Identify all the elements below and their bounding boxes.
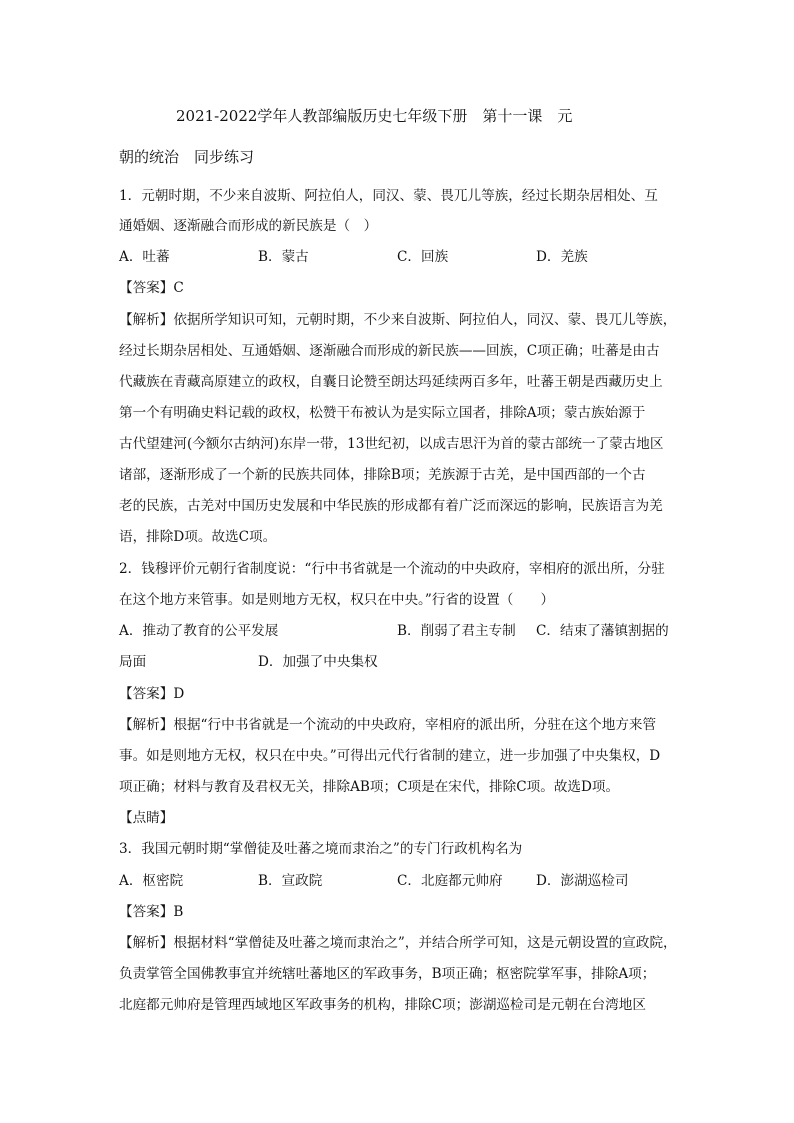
q1-analysis-line: 第一个有明确史料记载的政权，松赞干布被认为是实际立国者，排除A项；蒙古族始源于: [119, 405, 646, 421]
q1-answer: 【答案】C: [119, 280, 184, 296]
q3-option-c: C．北庭都元帅府: [397, 873, 503, 889]
q1-analysis-line: 诸部，逐渐形成了一个新的民族共同体，排除B项；羌族源于古羌，是中国西部的一个古: [119, 467, 646, 483]
q1-stem-line-2: 通婚姻、逐渐融合而形成的新民族是（ ）: [119, 218, 378, 234]
q2-analysis-line: 事。如是则地方无权，权只在中央。”可得出元代行省制的建立，进一步加强了中央集权，D: [119, 748, 661, 764]
q1-stem-line-1: 1．元朝时期，不少来自波斯、阿拉伯人，同汉、蒙、畏兀儿等族，经过长期杂居相处、互: [119, 188, 658, 204]
q3-option-b: B．宣政院: [258, 873, 323, 889]
q2-option-b: B．削弱了君主专制: [397, 623, 516, 639]
q2-analysis-line: 【解析】根据“行中书省就是一个流动的中央政府，宰相府的派出所，分驻在这个地方来管: [119, 717, 657, 733]
q2-option-a: A．推动了教育的公平发展: [119, 623, 279, 639]
q2-stem-line-2: 在这个地方来管事。如是则地方无权，权只在中央。”行省的设置（ ）: [119, 592, 555, 608]
q2-option-c: C．结束了藩镇割据的: [536, 623, 669, 639]
q1-analysis-line: 经过长期杂居相处、互通婚姻、逐渐融合而形成的新民族——回族，C项正确；吐蕃是由古: [119, 343, 660, 359]
q2-option-d: D．加强了中央集权: [258, 654, 378, 670]
doc-title-line-1: 2021-2022学年人教部编版历史七年级下册 第十一课 元: [176, 107, 573, 125]
q1-option-a: A．吐蕃: [119, 249, 170, 265]
q2-analysis-line: 项正确；材料与教育及君权无关，排除AB项；C项是在宋代，排除C项。故选D项。: [119, 779, 620, 795]
q3-option-a: A．枢密院: [119, 873, 184, 889]
q3-analysis-line: 北庭都元帅府是管理西域地区军政事务的机构，排除C项；澎湖巡检司是元朝在台湾地区: [119, 997, 646, 1013]
q2-answer: 【答案】D: [119, 686, 185, 702]
q3-option-d: D．澎湖巡检司: [536, 873, 629, 889]
q3-stem-line-1: 3．我国元朝时期“掌僧徒及吐蕃之境而隶治之”的专门行政机构名为: [119, 841, 523, 857]
q1-option-c: C．回族: [397, 249, 449, 265]
q3-analysis-line: 负责掌管全国佛教事宜并统辖吐蕃地区的军政事务，B项正确；枢密院掌军事，排除A项；: [119, 966, 656, 982]
doc-title-line-2: 朝的统治 同步练习: [119, 148, 255, 166]
q1-option-d: D．羌族: [536, 249, 588, 265]
q2-note: 【点睛】: [119, 810, 174, 826]
q1-analysis-line: 代藏族在青藏高原建立的政权，自囊日论赞至朗达玛延续两百多年，吐蕃王朝是西藏历史上: [119, 374, 663, 390]
q3-answer: 【答案】B: [119, 904, 184, 920]
q1-analysis-line: 古代望建河(今额尔古纳河)东岸一带，13世纪初，以成吉思汗为首的蒙古部统一了蒙古地区: [119, 436, 664, 452]
q3-analysis-line: 【解析】根据材料“掌僧徒及吐蕃之境而隶治之”，并结合所学可知，这是元朝设置的宣政院，: [119, 935, 677, 951]
q1-analysis-line: 老的民族，古羌对中国历史发展和中华民族的形成都有着广泛而深远的影响，民族语言为羌: [119, 498, 663, 514]
q2-option-c-cont: 局面: [119, 654, 147, 670]
q1-analysis-line: 【解析】依据所学知识可知，元朝时期，不少来自波斯、阿拉伯人，同汉、蒙、畏兀儿等族，: [119, 312, 677, 328]
q1-analysis-line: 语，排除D项。故选C项。: [119, 529, 277, 545]
q2-stem-line-1: 2．钱穆评价元朝行省制度说：“行中书省就是一个流动的中央政府，宰相府的派出所，分驻: [119, 561, 665, 577]
q1-option-b: B．蒙古: [258, 249, 309, 265]
